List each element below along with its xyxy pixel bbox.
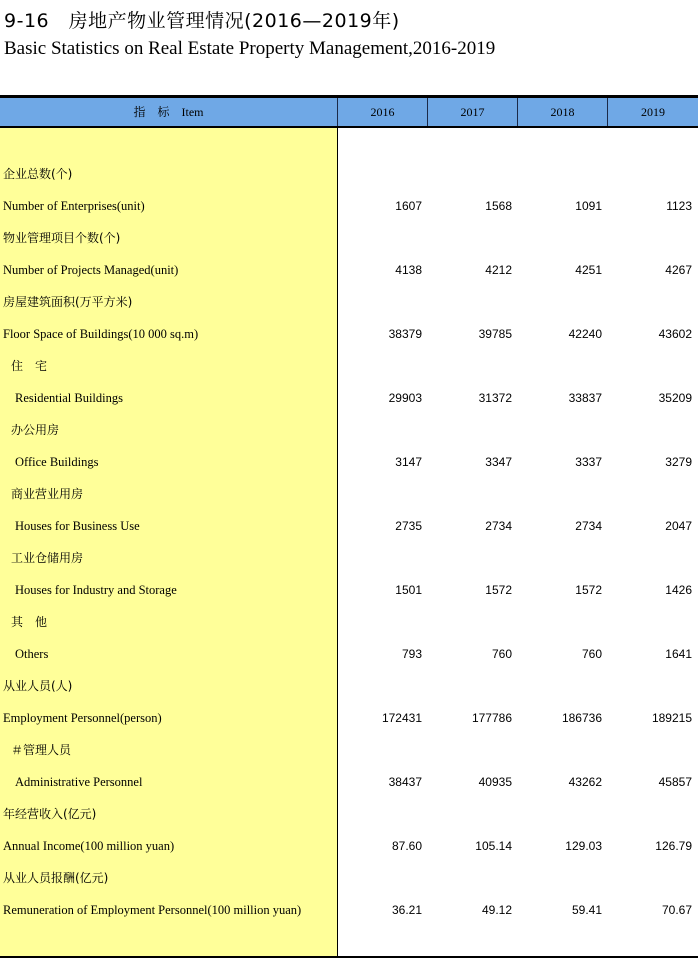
table-row-chinese-label [0,542,698,574]
cell-2018: 4251 [575,263,602,277]
header-year-2019: 2019 [641,105,665,119]
table-row [0,254,698,286]
cell-2018: 1572 [575,583,602,597]
table-title-english: Basic Statistics on Real Estate Property Management,2016-2019 [4,38,496,59]
row-label-chinese: 年经营收入(亿元) [3,807,97,821]
cell-2016: 4138 [395,263,422,277]
row-label-chinese: ＃管理人员 [11,743,72,757]
row-label-english: Number of Enterprises(unit) [3,199,145,213]
table-row [0,638,698,670]
cell-2019: 2047 [665,519,692,533]
row-label-chinese: 从业人员(人) [3,679,73,693]
row-label-english: Number of Projects Managed(unit) [3,263,179,277]
table-row-chinese-label [0,606,698,638]
table-row [0,702,698,734]
cell-2019: 1123 [666,199,692,213]
cell-2016: 36.21 [391,903,422,917]
cell-2018: 129.03 [565,839,602,853]
cell-2017: 31372 [478,391,512,405]
table-row [0,190,698,222]
table-row-chinese-label [0,478,698,510]
cell-2018: 186736 [561,711,602,725]
table-row-chinese-label [0,158,698,190]
cell-2017: 1568 [485,199,512,213]
row-label-english: Houses for Business Use [15,519,140,533]
header-year-2016: 2016 [370,105,395,119]
cell-2016: 172431 [381,711,422,725]
row-label-english: Employment Personnel(person) [3,711,162,725]
cell-2019: 1426 [665,583,692,597]
cell-2017: 39785 [478,327,512,341]
table-header-row [0,98,698,128]
table-row-chinese-label [0,414,698,446]
table-row [0,894,698,926]
table-row-chinese-label [0,862,698,894]
cell-2016: 38379 [388,327,422,341]
cell-2017: 2734 [485,519,512,533]
table-row [0,446,698,478]
table-row [0,830,698,862]
row-label-english: Floor Space of Buildings(10 000 sq.m) [3,327,199,341]
cell-2016: 3147 [395,455,422,469]
cell-2017: 40935 [478,775,512,789]
row-label-chinese: 其 他 [11,615,48,629]
cell-2016: 1607 [395,199,422,213]
cell-2019: 4267 [665,263,692,277]
cell-2019: 189215 [651,711,692,725]
cell-2016: 38437 [388,775,422,789]
cell-2017: 49.12 [481,903,512,917]
cell-2018: 59.41 [571,903,602,917]
cell-2018: 2734 [575,519,602,533]
row-label-chinese: 物业管理项目个数(个) [3,231,121,245]
table-row-chinese-label [0,670,698,702]
table-row [0,766,698,798]
table-title-chinese: 9-16 房地产物业管理情况(2016—2019年) [4,10,400,32]
cell-2018: 3337 [575,455,602,469]
cell-2017: 3347 [485,455,512,469]
row-label-english: Others [15,647,49,661]
header-year-2018: 2018 [550,105,575,119]
row-label-chinese: 企业总数(个) [3,167,73,181]
row-label-chinese: 办公用房 [11,423,60,437]
table-row [0,510,698,542]
cell-2019: 70.67 [661,903,692,917]
cell-2017: 760 [491,647,512,661]
row-label-chinese: 从业人员报酬(亿元) [3,871,109,885]
row-label-english: Residential Buildings [15,391,123,405]
row-label-english: Administrative Personnel [15,775,143,789]
cell-2018: 43262 [568,775,602,789]
cell-2018: 42240 [568,327,602,341]
cell-2018: 1091 [575,199,602,213]
table-row-chinese-label [0,798,698,830]
row-label-chinese: 工业仓储用房 [11,551,84,565]
cell-2016: 1501 [395,583,422,597]
table-row-chinese-label [0,734,698,766]
table-row [0,318,698,350]
table-row-chinese-label [0,286,698,318]
statistics-table [0,95,698,958]
row-label-chinese: 房屋建筑面积(万平方米) [3,295,133,309]
table-row-chinese-label [0,222,698,254]
row-label-chinese: 商业营业用房 [11,487,84,501]
cell-2016: 793 [401,647,422,661]
cell-2019: 35209 [658,391,692,405]
cell-2019: 1641 [665,647,692,661]
cell-2019: 45857 [658,775,692,789]
cell-2017: 177786 [471,711,512,725]
header-year-2017: 2017 [460,105,485,119]
cell-2016: 87.60 [391,839,422,853]
cell-2016: 2735 [395,519,422,533]
table-row [0,382,698,414]
row-label-english: Office Buildings [15,455,99,469]
cell-2017: 105.14 [475,839,512,853]
table-row-chinese-label [0,350,698,382]
row-label-english: Remuneration of Employment Personnel(100 million yuan) [3,903,302,917]
row-label-english: Houses for Industry and Storage [15,583,177,597]
cell-2019: 3279 [665,455,692,469]
cell-2016: 29903 [388,391,422,405]
table-row [0,574,698,606]
cell-2017: 1572 [485,583,512,597]
header-item: 指 标 Item [133,105,204,119]
cell-2018: 760 [581,647,602,661]
row-label-english: Annual Income(100 million yuan) [3,839,175,853]
cell-2017: 4212 [485,263,512,277]
row-label-chinese: 住 宅 [11,359,48,373]
cell-2019: 43602 [658,327,692,341]
cell-2018: 33837 [568,391,602,405]
cell-2019: 126.79 [655,839,692,853]
